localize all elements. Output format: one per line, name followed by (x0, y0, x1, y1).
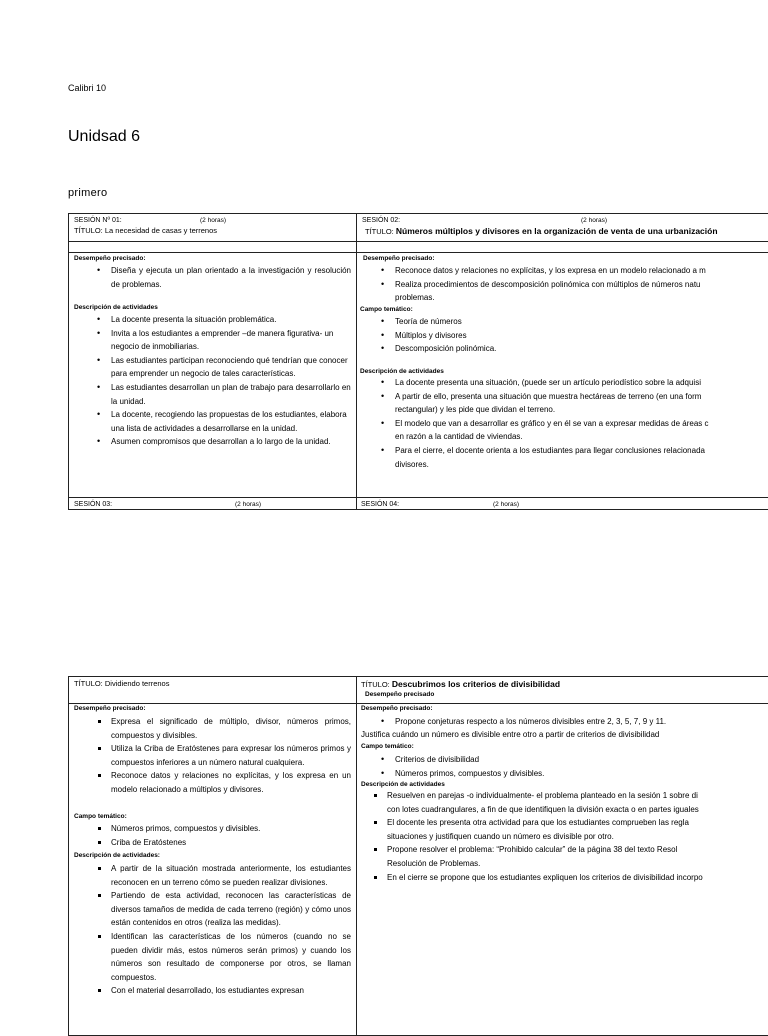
performance-label: Desempeño precisado: (363, 255, 435, 262)
list-item: Criba de Eratóstenes (111, 836, 260, 850)
session-1-hours: (2 horas) (200, 217, 227, 224)
list-item: Expresa el significado de múltiplo, divisor, números primos, compuestos y divisibles. (111, 715, 351, 742)
list-item-continuation: Resolución de Problemas. (387, 858, 481, 868)
session-3-hours: (2 horas) (235, 501, 262, 508)
session-4-cell (357, 677, 768, 1035)
performance-small-label: Desempeño precisado (365, 691, 435, 698)
list-item: • Diseña y ejecuta un plan orientado a la investigación y resolución de problemas. (111, 264, 351, 291)
list-item: • Descomposición polinómica. (395, 342, 496, 356)
title-text: Descubrimos los criterios de divisibilidad (391, 679, 561, 689)
list-item: • El modelo que van a desarrollar es gráfico y en él se van a expresar medidas de áreas c (395, 417, 709, 431)
list-item: • La docente presenta la situación problemática. (111, 313, 351, 327)
activities-label: Descripción de actividades: (74, 852, 160, 859)
list-item: El docente les presenta otra actividad para que los estudiantes comprueben las regla (387, 816, 703, 830)
session-2-title (365, 226, 718, 237)
unit-title: Unidsad 6 (68, 128, 141, 145)
activities-list (111, 313, 351, 449)
session-1-label: SESIÓN Nº 01: (74, 217, 122, 224)
session-2-label: SESIÓN 02: (362, 217, 401, 224)
list-item: • La docente presenta una situación, (puede ser un artículo periodístico sobre la adquisi (395, 376, 709, 390)
title-text: La necesidad de casas y terrenos (104, 226, 218, 235)
list-item: • Múltiplos y divisores (395, 329, 496, 343)
activities-list (111, 862, 351, 998)
activities-label: Descripción de actividades (361, 781, 445, 788)
list-item-continuation: con lotes cuadrangulares, a fin de que identifiquen la división exacta o en partes iguales (387, 804, 699, 814)
field-list (395, 315, 496, 356)
session-1-title (74, 226, 217, 236)
session-4-hours: (2 horas) (493, 501, 520, 508)
list-item-continuation: problemas. (395, 293, 435, 303)
list-item-continuation: en razón a la cantidad de viviendas. (395, 432, 523, 442)
title-text: Dividiendo terrenos (104, 679, 170, 688)
sessions-table-2 (68, 676, 768, 1036)
list-item: Partiendo de esta actividad, reconocen las características de diversos tamaños de medida de cada terreno (región) y cómo unos están contenidos en otros (realiza las medidas). (111, 889, 351, 930)
font-note: Calibri 10 (68, 83, 107, 93)
performance-label: Desempeño precisado: (74, 705, 146, 712)
field-label: Campo temático: (361, 743, 414, 750)
field-label: Campo temático: (360, 306, 413, 313)
activities-label: Descripción de actividades (360, 368, 444, 375)
list-item: • Criterios de divisibilidad (395, 753, 544, 767)
list-item: • Propone conjeturas respecto a los números divisibles entre 2, 3, 5, 7, 9 y 11. (395, 715, 666, 729)
session-3-label: SESIÓN 03: (74, 501, 113, 508)
list-item: Números primos, compuestos y divisibles. (111, 822, 260, 836)
list-item: • Para el cierre, el docente orienta a los estudiantes para llegar conclusiones relacionada (395, 444, 709, 458)
list-item: • Realiza procedimientos de descomposición polinómica con múltiplos de números natu (395, 278, 706, 292)
list-item: • Números primos, compuestos y divisibles. (395, 767, 544, 781)
title-label: TÍTULO: (74, 679, 103, 688)
session-2-cell (357, 214, 768, 509)
title-label: TÍTULO: (365, 227, 394, 236)
list-item: Con el material desarrollado, los estudiantes expresan (111, 984, 351, 998)
field-list (111, 822, 260, 849)
list-item: • Las estudiantes desarrollan un plan de trabajo para desarrollarlo en la unidad. (111, 381, 351, 408)
performance-list (395, 715, 666, 729)
list-item: En el cierre se propone que los estudiantes expliquen los criterios de divisibilidad incorpo (387, 871, 703, 885)
activities-label: Descripción de actividades (74, 304, 158, 311)
session-4-label: SESIÓN 04: (361, 501, 400, 508)
list-item: A partir de la situación mostrada anteriormente, los estudiantes reconocen en un terreno cómo se pueden realizar divisiones. (111, 862, 351, 889)
justify-line: Justifica cuándo un número es divisible entre otro a partir de criterios de divisibilidad (361, 730, 660, 739)
list-item-continuation: situaciones y justifiquen cuando un número es divisible por otro. (387, 831, 614, 841)
session-2-hours: (2 horas) (581, 217, 608, 224)
list-item: • Asumen compromisos que desarrollan a lo largo de la unidad. (111, 435, 351, 449)
field-label: Campo temático: (74, 813, 127, 820)
session-3-cell (69, 677, 356, 1035)
title-label: TÍTULO: (361, 680, 390, 689)
performance-label: Desempeño precisado: (74, 255, 146, 262)
session-4-title (361, 679, 560, 690)
field-list (395, 753, 544, 780)
list-item: • Reconoce datos y relaciones no explícitas, y los expresa en un modelo relacionado a m (395, 264, 706, 278)
list-item: • La docente, recogiendo las propuestas de los estudiantes, elabora una lista de actividades a desarrollarse en la unidad. (111, 408, 351, 435)
list-item: • Invita a los estudiantes a emprender –de manera figurativa- un negocio de inmobiliarias. (111, 327, 351, 354)
grade-label: primero (68, 187, 108, 199)
sessions-table-1 (68, 213, 768, 510)
list-item: Reconoce datos y relaciones no explícitas, y los expresa en un modelo relacionado a múltiplos y divisores. (111, 769, 351, 796)
list-item: • Teoría de números (395, 315, 496, 329)
list-item: Utiliza la Criba de Eratóstenes para expresar los números primos y compuestos inferiores a un número natural cualquiera. (111, 742, 351, 769)
list-item-continuation: rectangular) y les pide que dividan el terreno. (395, 405, 556, 415)
performance-list (111, 264, 351, 291)
activities-list (395, 376, 709, 471)
list-item-continuation: divisores. (395, 459, 429, 469)
session-3-title (74, 679, 169, 689)
title-label: TÍTULO: (74, 226, 103, 235)
performance-list (111, 715, 351, 797)
performance-label: Desempeño precisado: (361, 705, 433, 712)
activities-list (387, 789, 703, 884)
list-item: Identifican las características de los números (cuando no se pueden dividir más, estos números serán primos) y cuando los números son resultado de componerse por otros, se llaman compuestos. (111, 930, 351, 984)
list-item: • A partir de ello, presenta una situación que muestra hectáreas de terreno (en una form (395, 390, 709, 404)
title-text: Números múltiplos y divisores en la organización de venta de una urbanización (395, 226, 718, 236)
list-item: Resuelven en parejas -o individualmente- el problema planteado en la sesión 1 sobre di (387, 789, 703, 803)
performance-list (395, 264, 706, 305)
list-item: Propone resolver el problema: “Prohibido calcular” de la página 38 del texto Resol (387, 843, 703, 857)
session-1-cell (69, 214, 356, 509)
list-item: • Las estudiantes participan reconociendo qué tendrían que conocer para emprender un negocio de tales características. (111, 354, 351, 381)
